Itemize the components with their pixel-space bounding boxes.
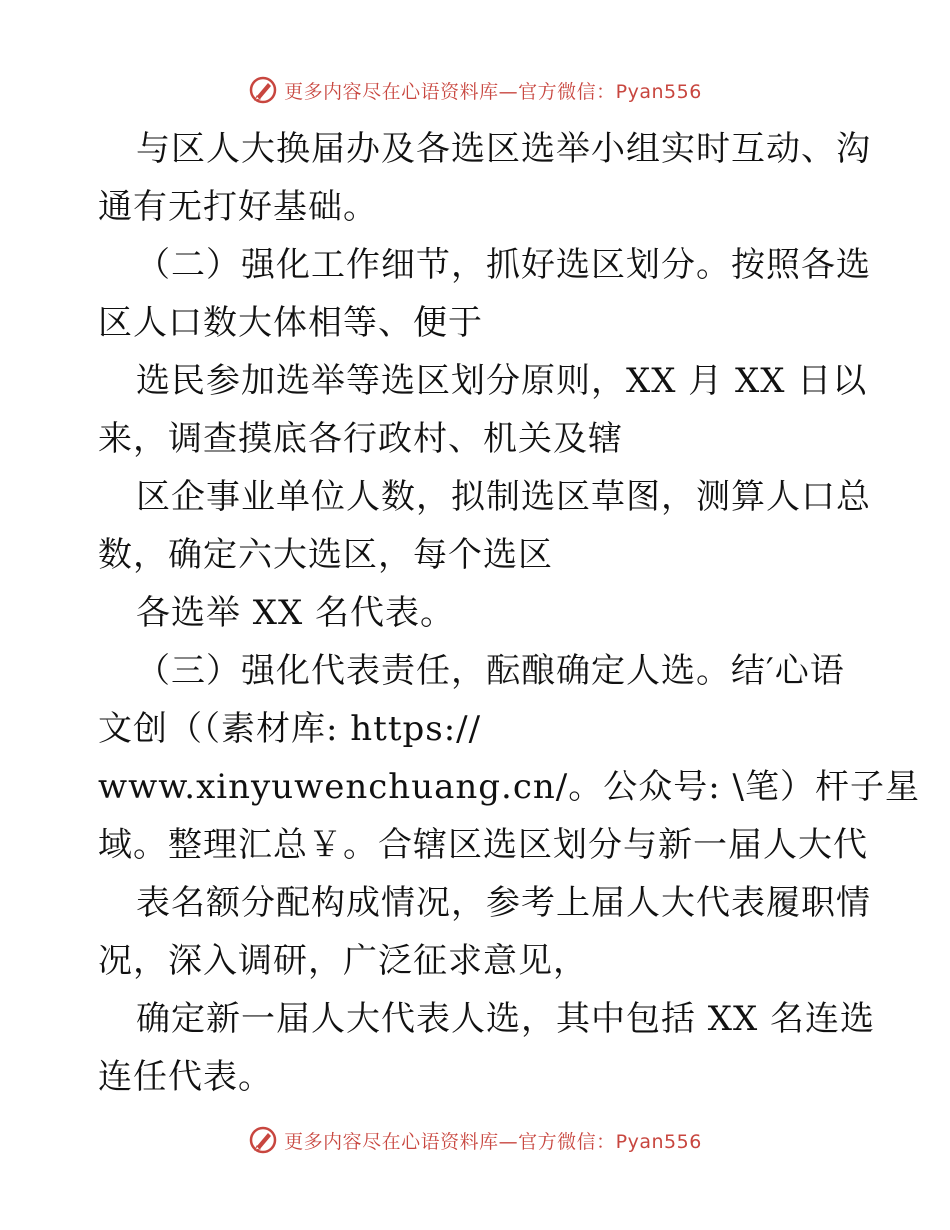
text-line: 区人口数大体相等、便于	[98, 303, 483, 343]
text-line: 数，确定六大选区，每个选区	[98, 535, 553, 575]
banner-title: 更多内容尽在心语资料库	[284, 1130, 499, 1153]
text-line: 域。整理汇总￥。合辖区选区划分与新一届人大代	[98, 825, 868, 865]
text-line: 通有无打好基础。	[98, 187, 378, 227]
text-line: 表名额分配构成情况，参考上届人大代表履职情	[136, 883, 871, 923]
banner-title: 更多内容尽在心语资料库	[284, 80, 499, 103]
text-line: （三）强化代表责任，酝酿确定人选。结′心语	[136, 651, 845, 691]
text-line: 连任代表。	[98, 1057, 273, 1097]
text-line: www.xinyuwenchuang.cn/。公众号: \笔）杆子星	[98, 767, 920, 807]
text-line: 与区人大换届办及各选区选举小组实时互动、沟	[136, 129, 871, 169]
banner-wechat: 官方微信：Pyan556	[518, 80, 702, 103]
banner-wechat: 官方微信：Pyan556	[518, 1130, 702, 1153]
pen-logo-icon	[248, 75, 278, 105]
text-line: 来，调查摸底各行政村、机关及辖	[98, 419, 623, 459]
pen-logo-icon	[248, 1125, 278, 1155]
text-line: 文创（（素材库: https://	[98, 709, 482, 749]
text-line: 确定新一届人大代表人选，其中包括 XX 名连选	[136, 999, 876, 1039]
banner-dash: —	[498, 1130, 519, 1153]
banner-dash: —	[498, 80, 519, 103]
text-line: （二）强化工作细节，抓好选区划分。按照各选	[136, 245, 871, 285]
text-line: 各选举 XX 名代表。	[136, 593, 456, 633]
document-body	[98, 120, 920, 1106]
text-line: 选民参加选举等选区划分原则，XX 月 XX 日以	[136, 361, 868, 401]
header-banner	[0, 70, 950, 110]
text-line: 区企事业单位人数，拟制选区草图，测算人口总	[136, 477, 871, 517]
text-line: 况，深入调研，广泛征求意见，	[98, 941, 588, 981]
footer-banner	[0, 1120, 950, 1160]
